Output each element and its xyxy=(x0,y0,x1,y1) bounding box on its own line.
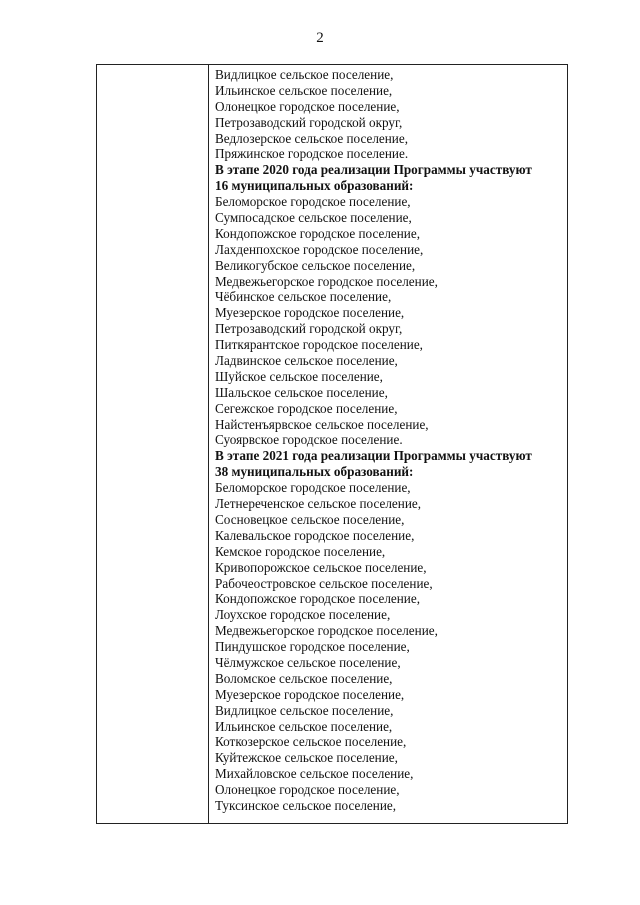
municipality-item: Сумпосадское сельское поселение, xyxy=(215,210,412,226)
municipality-item: Куйтежское сельское поселение, xyxy=(215,750,398,766)
municipality-item: Ладвинское сельское поселение, xyxy=(215,353,398,369)
stage-heading: 16 муниципальных образований: xyxy=(215,178,414,194)
municipality-item: Ильинское сельское поселение, xyxy=(215,82,393,98)
municipalities-cell xyxy=(215,67,563,814)
municipality-item: Суоярвское городское поселение. xyxy=(215,432,403,448)
municipality-item: Рабочеостровское сельское поселение, xyxy=(215,575,433,591)
column-divider xyxy=(208,65,209,823)
municipality-item: Петрозаводский городской округ, xyxy=(215,114,403,130)
page-number: 2 xyxy=(316,30,324,46)
municipality-item: Шальское сельское поселение, xyxy=(215,384,388,400)
municipality-item: Муезерское городское поселение, xyxy=(215,305,405,321)
municipality-item: Сосновецкое сельское поселение, xyxy=(215,511,405,527)
municipality-item: Видлицкое сельское поселение, xyxy=(215,702,394,718)
municipality-item: Медвежьегорское городское поселение, xyxy=(215,273,438,289)
stage-heading: В этапе 2020 года реализации Программы участвуют xyxy=(215,162,532,178)
municipality-item: Воломское сельское поселение, xyxy=(215,670,393,686)
municipality-item: Калевальское городское поселение, xyxy=(215,527,415,543)
municipality-item: Лоухское городское поселение, xyxy=(215,607,391,623)
municipality-item: Муезерское городское поселение, xyxy=(215,686,405,702)
municipality-item: Чёлмужское сельское поселение, xyxy=(215,654,401,670)
municipality-item: Шуйское сельское поселение, xyxy=(215,368,383,384)
municipality-item: Ильинское сельское поселение, xyxy=(215,718,393,734)
municipality-item: Найстенъярвское сельское поселение, xyxy=(215,416,429,432)
municipality-item: Великогубское сельское поселение, xyxy=(215,257,416,273)
municipality-item: Лахденпохское городское поселение, xyxy=(215,241,424,257)
municipality-item: Михайловское сельское поселение, xyxy=(215,766,414,782)
municipality-item: Летнереченское сельское поселение, xyxy=(215,496,422,512)
municipality-item: Видлицкое сельское поселение, xyxy=(215,67,394,82)
stage-heading: 38 муниципальных образований: xyxy=(215,464,414,480)
municipality-item: Петрозаводский городской округ, xyxy=(215,321,403,337)
municipality-item: Чёбинское сельское поселение, xyxy=(215,289,392,305)
municipality-item: Сегежское городское поселение, xyxy=(215,400,398,416)
program-table xyxy=(96,64,568,824)
municipality-item: Кондопожское городское поселение, xyxy=(215,591,421,607)
municipality-item: Пряжинское городское поселение. xyxy=(215,146,409,162)
municipality-item: Питкярантское городское поселение, xyxy=(215,337,423,353)
municipality-item: Коткозерское сельское поселение, xyxy=(215,734,407,750)
municipality-item: Ведлозерское сельское поселение, xyxy=(215,130,409,146)
municipality-item: Кривопорожское сельское поселение, xyxy=(215,559,427,575)
municipality-item: Туксинское сельское поселение, xyxy=(215,797,397,813)
municipality-item: Кондопожское городское поселение, xyxy=(215,225,421,241)
municipality-item: Пиндушское городское поселение, xyxy=(215,639,410,655)
municipality-item: Олонецкое городское поселение, xyxy=(215,782,400,798)
municipality-item: Кемское городское поселение, xyxy=(215,543,386,559)
stage-heading: В этапе 2021 года реализации Программы участвуют xyxy=(215,448,532,464)
municipality-item: Медвежьегорское городское поселение, xyxy=(215,623,438,639)
municipality-item: Беломорское городское поселение, xyxy=(215,480,411,496)
municipality-item: Беломорское городское поселение, xyxy=(215,194,411,210)
municipality-item: Олонецкое городское поселение, xyxy=(215,98,400,114)
